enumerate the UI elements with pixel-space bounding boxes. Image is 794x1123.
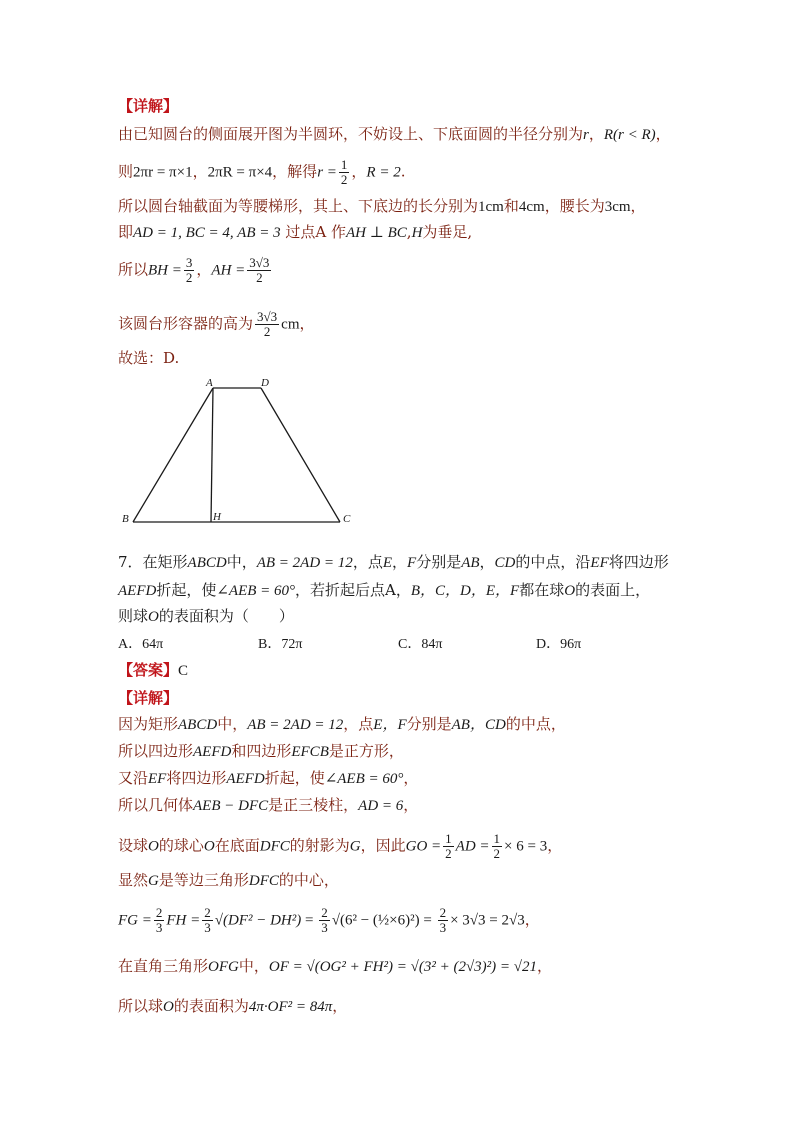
math: OFG <box>208 959 239 975</box>
question-line-1: 7．在矩形ABCD中，AB = 2AD = 12，点E，F分别是AB，CD的中点，沿EF将四边形 <box>118 553 669 571</box>
math: 3cm <box>604 199 631 215</box>
text: 中， <box>238 957 269 975</box>
math: AH ⊥ BC <box>346 225 407 241</box>
text: ，解得 <box>272 162 318 181</box>
text: 的中点， <box>505 715 566 733</box>
math: OF = √(OG² + FH²) = √(3² + (2√3)²) = √21 <box>268 959 538 975</box>
math: EFCB <box>291 744 329 760</box>
text: ， <box>537 957 553 975</box>
text: 的球心 <box>158 836 204 855</box>
math: EF <box>148 771 167 787</box>
text: 将四边形 <box>608 553 669 571</box>
math: cm <box>281 316 300 333</box>
text: 的表面积为（ ） <box>158 607 294 625</box>
text: 的表面上， <box>575 581 651 599</box>
math: O <box>148 838 159 855</box>
label-c: C <box>343 513 351 525</box>
fraction: $\frac{1}{2}$ <box>445 831 452 861</box>
solution2-line-1 <box>118 714 566 735</box>
text: 所以 <box>118 260 149 279</box>
math: R = 2 <box>366 164 401 181</box>
text: 7．在矩形 <box>118 553 188 571</box>
math: √(6² − (½×6)²) <box>331 912 420 929</box>
math: H <box>411 225 423 241</box>
math: R(r < R) <box>603 127 656 143</box>
math: AEB − DFC <box>193 798 269 814</box>
solution-line-1: 由已知圆台的侧面展开图为半圆环，不妨设上、下底面圆的半径分别为r，R(r < R)， <box>118 125 671 143</box>
math: AD = 6 <box>358 798 404 814</box>
text: 分别是 <box>406 715 452 733</box>
text: 即 <box>118 223 134 241</box>
text: 是正三棱柱， <box>268 796 359 814</box>
label-h: H <box>213 511 221 523</box>
math: ∠AEB = 60° <box>216 583 296 599</box>
text: 所以球 <box>118 997 164 1015</box>
text: ，点 <box>343 715 374 733</box>
math: AD = 1, BC = 4, AB = 3 <box>133 225 281 241</box>
text: 的表面积为 <box>173 997 249 1015</box>
math: 2πr = π×1 <box>133 164 193 181</box>
solution2-line-9 <box>118 996 347 1017</box>
text: 和 <box>503 197 519 215</box>
text: 分别是 <box>416 553 462 571</box>
solution2-line-4 <box>118 795 418 816</box>
math: ABCD <box>187 555 227 571</box>
solution2-line-8 <box>118 956 552 977</box>
trapezoid-figure <box>118 372 358 532</box>
edge-ab <box>133 388 213 522</box>
math: FG = <box>118 912 152 929</box>
math: EF <box>590 555 609 571</box>
math: O <box>163 999 174 1015</box>
solution-header: 【详解】 <box>118 97 179 115</box>
math: × 3√3 = 2√3 <box>450 912 525 929</box>
math: r <box>583 127 589 143</box>
math: AB，CD <box>451 717 506 733</box>
text: 该圆台形容器的高为 <box>118 314 254 333</box>
text: ， <box>403 796 419 814</box>
math: E，F <box>373 717 407 733</box>
math: 1cm <box>478 199 504 215</box>
question-line-2 <box>118 580 650 601</box>
text: ，若折起后点A， <box>295 581 411 599</box>
text: 所以圆台轴截面为等腰梯形，其上、下底边的长分别为 <box>118 197 479 215</box>
text: 在直角三角形 <box>118 957 209 975</box>
text: 过点A 作 <box>285 223 346 241</box>
math: 4cm <box>518 199 545 215</box>
text: 中， <box>226 553 257 571</box>
math: AB = 2AD = 12 <box>247 717 344 733</box>
fraction: $\frac{3}{2}$ <box>185 255 193 285</box>
text: ，腰长为 <box>544 197 605 215</box>
solution-line-2: 则2πr = π×1，2πR = π×4，解得r = $\frac{1}{2}$ ，R = 2. <box>118 157 406 187</box>
math: O <box>564 583 576 599</box>
text: 将四边形 <box>166 769 227 787</box>
text: 由已知圆台的侧面展开图为半圆环，不妨设上、下底面圆的半径分别为 <box>118 125 584 143</box>
solution-header-2: 【详解】 <box>118 689 179 707</box>
fraction: $\frac{1}{2}$ <box>340 157 348 187</box>
text: ，点 <box>352 553 383 571</box>
math: FH = <box>166 912 201 929</box>
text: 中， <box>217 715 248 733</box>
math: AEFD <box>193 744 232 760</box>
text: 显然 <box>118 871 149 889</box>
math: 2πR = π×4 <box>207 164 273 181</box>
option-d[interactable]: D．96π <box>536 637 582 652</box>
solution-line-5: 所以BH = $\frac{3}{2}$ ，AH = $\frac{3√3}{2}$ <box>118 255 270 285</box>
math: AD = <box>455 838 490 855</box>
text: 是正方形， <box>328 742 404 760</box>
solution2-line-6 <box>118 870 339 891</box>
text: 因为矩形 <box>118 715 179 733</box>
math: DFC <box>259 838 290 855</box>
text: 则球 <box>118 607 149 625</box>
altitude-ah <box>211 388 213 522</box>
math: F <box>407 555 417 571</box>
text: 的中心， <box>278 871 339 889</box>
fraction: $\frac{2}{3}$ <box>155 905 163 935</box>
text: 设球 <box>118 836 149 855</box>
text: ， <box>332 997 348 1015</box>
fraction: $\frac{2}{3}$ <box>204 905 211 935</box>
text: 在底面 <box>214 836 260 855</box>
math: AB <box>461 555 480 571</box>
option-a[interactable]: A．64π <box>118 637 164 652</box>
solution2-line-5: 设球O的球心O在底面DFC的射影为G，因此GO = $\frac{1}{2}$ AD = $\frac{1}{2}$ × 6 = 3， <box>118 831 563 861</box>
answer-label: 【答案】 <box>118 661 179 679</box>
text: 都在球 <box>519 581 565 599</box>
math: GO = <box>405 838 442 855</box>
math: CD <box>494 555 516 571</box>
text: 则 <box>118 162 134 181</box>
math: ∠AEB = 60° <box>324 771 404 787</box>
text: 所以四边形 <box>118 742 194 760</box>
text: 为垂足, <box>422 223 473 241</box>
math: × 6 = 3 <box>504 838 548 855</box>
answer-line <box>118 660 188 681</box>
text: 折起，使 <box>264 769 325 787</box>
text: 是等边三角形 <box>158 871 249 889</box>
solution-line-3: 所以圆台轴截面为等腰梯形，其上、下底边的长分别为1cm和4cm，腰长为3cm， <box>118 197 646 215</box>
text: 折起，使 <box>156 581 217 599</box>
solution2-line-7: FG = $\frac{2}{3}$ FH = $\frac{2}{3}$ √(DF² − DH²) = $\frac{2}{3}$ √(6² − (½×6)²) = $\frac{2}{3}$ × 3√3 = 2√3， <box>118 905 540 935</box>
math: G <box>349 838 361 855</box>
fraction: $\frac{3√3}{2}$ <box>249 255 270 285</box>
text: 的射影为 <box>289 836 350 855</box>
text: ， <box>403 769 419 787</box>
solution2-line-3 <box>118 768 418 789</box>
label-b: B <box>122 513 129 525</box>
math: E <box>382 555 392 571</box>
math: O <box>203 838 215 855</box>
math: r = <box>317 164 337 181</box>
math: AB = 2AD = 12 <box>256 555 353 571</box>
fraction: $\frac{2}{3}$ <box>321 905 328 935</box>
math: ABCD <box>178 717 218 733</box>
text: 又沿 <box>118 769 149 787</box>
text: ，因此 <box>360 836 406 855</box>
solution-line-6: 该圆台形容器的高为 $\frac{3√3}{2}$ cm， <box>118 309 315 339</box>
question-line-3 <box>118 606 294 627</box>
math: B，C，D，E，F <box>410 583 520 599</box>
solution-line-7: 故选：D. <box>118 349 180 367</box>
math: √(DF² − DH²) <box>214 912 302 929</box>
solution2-line-2 <box>118 741 404 762</box>
math: AEFD <box>118 583 157 599</box>
answer-value: C <box>178 663 189 679</box>
math: O <box>148 609 159 625</box>
solution-line-4: 即AD = 1, BC = 4, AB = 3 过点A 作AH ⊥ BC,H为垂足, <box>118 223 473 241</box>
math: 4π·OF² = 84π <box>248 999 333 1015</box>
text: 的中点，沿 <box>515 553 591 571</box>
option-b[interactable]: B．72π <box>258 637 303 652</box>
option-c[interactable]: C．84π <box>398 637 443 652</box>
fraction: $\frac{1}{2}$ <box>493 831 501 861</box>
math: BH = <box>148 262 182 279</box>
math: G <box>148 873 159 889</box>
text: 所以几何体 <box>118 796 194 814</box>
edge-dc <box>261 388 340 522</box>
label-a: A <box>206 377 213 389</box>
fraction: $\frac{2}{3}$ <box>439 905 447 935</box>
label-d: D <box>261 377 269 389</box>
math: AEFD <box>226 771 265 787</box>
math: AH = <box>211 262 246 279</box>
math: DFC <box>248 873 279 889</box>
fraction: $\frac{3√3}{2}$ <box>257 309 278 339</box>
text: 和四边形 <box>231 742 292 760</box>
